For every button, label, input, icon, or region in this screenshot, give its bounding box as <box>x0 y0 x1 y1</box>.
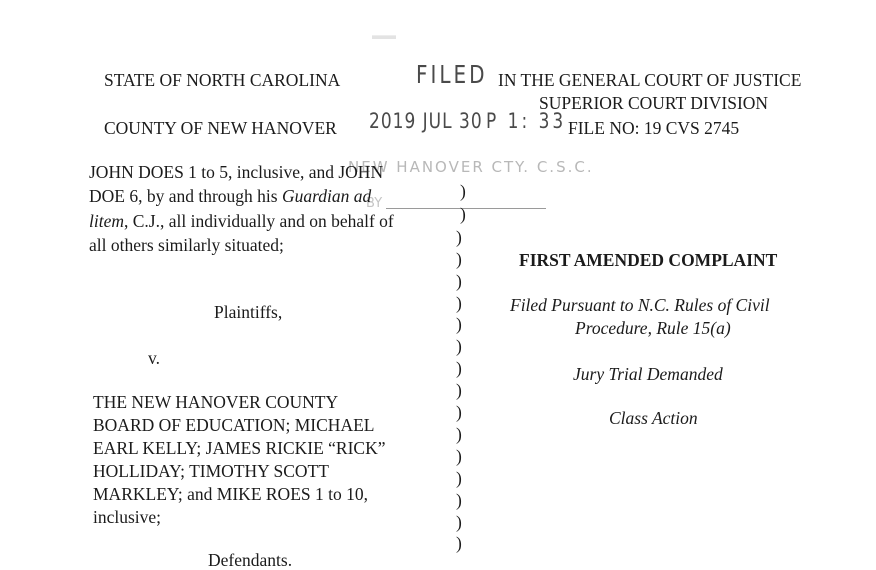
caption-parenthesis: ) <box>456 380 462 400</box>
stamp-by: BY <box>366 196 383 211</box>
caption-parenthesis: ) <box>460 181 466 201</box>
filed-stamp: FILED <box>416 59 488 89</box>
caption-parenthesis: ) <box>456 424 462 444</box>
caption-parenthesis: ) <box>456 402 462 422</box>
defendants-line-6: inclusive; <box>93 507 162 527</box>
filed-pursuant-line-1 <box>510 295 770 315</box>
caption-parenthesis: ) <box>456 512 462 532</box>
versus: v. <box>148 348 160 368</box>
filed-date-stamp: 2019 JUL 30 <box>369 109 483 134</box>
caption-parenthesis: ) <box>456 249 462 269</box>
class-action-text: Class Action <box>609 408 698 428</box>
plaintiffs-line-3-text: , C.J., all individually and on behalf of <box>124 211 394 231</box>
defendants-line-3: EARL KELLY; JAMES RICKIE “RICK” <box>93 438 386 458</box>
defendants-role: Defendants. <box>208 550 293 570</box>
filed-pursuant-text-2: Procedure, Rule 15(a) <box>575 318 731 338</box>
guardian-ad-text: Guardian ad <box>281 186 372 206</box>
stamp-signature-line <box>386 208 546 209</box>
filed-pursuant-line-2 <box>575 318 731 338</box>
file-number: FILE NO: 19 CVS 2745 <box>568 118 740 138</box>
document-title: FIRST AMENDED COMPLAINT <box>519 250 778 270</box>
plaintiffs-line-2-text: DOE 6, by and through his <box>89 186 282 206</box>
jury-trial-text: Jury Trial Demanded <box>573 364 723 384</box>
filed-time-stamp: P 1: 33 <box>486 109 567 134</box>
caption-parenthesis: ) <box>460 204 466 224</box>
caption-parenthesis: ) <box>456 336 462 356</box>
filed-pursuant-text-1: Filed Pursuant to N.C. Rules of Civil <box>510 295 770 315</box>
class-action <box>609 408 698 428</box>
scan-smudge: ▬▬ <box>372 28 396 42</box>
caption-parenthesis: ) <box>456 314 462 334</box>
caption-parenthesis: ) <box>456 533 462 553</box>
caption-parenthesis: ) <box>456 468 462 488</box>
plaintiffs-line-1: JOHN DOES 1 to 5, inclusive, and JOHN <box>89 162 384 182</box>
litem-text: litem <box>89 211 124 231</box>
clerk-office-stamp: NEW HANOVER CTY. C.S.C. <box>348 158 594 176</box>
plaintiffs-line-3 <box>89 211 394 231</box>
caption-parenthesis: ) <box>456 446 462 466</box>
state-heading: STATE OF NORTH CAROLINA <box>104 70 341 90</box>
defendants-line-4: HOLLIDAY; TIMOTHY SCOTT <box>93 461 329 481</box>
caption-parenthesis: ) <box>456 358 462 378</box>
plaintiffs-line-2 <box>89 186 371 206</box>
defendants-line-5: MARKLEY; and MIKE ROES 1 to 10, <box>93 484 368 504</box>
court-division: SUPERIOR COURT DIVISION <box>539 93 769 113</box>
defendants-line-2: BOARD OF EDUCATION; MICHAEL <box>93 415 375 435</box>
caption-parenthesis: ) <box>456 227 462 247</box>
court-heading: IN THE GENERAL COURT OF JUSTICE <box>498 70 802 90</box>
plaintiffs-line-4: all others similarly situated; <box>89 235 284 255</box>
plaintiffs-role: Plaintiffs, <box>214 302 283 322</box>
defendants-line-1: THE NEW HANOVER COUNTY <box>93 392 339 412</box>
caption-parenthesis: ) <box>456 271 462 291</box>
caption-parenthesis: ) <box>456 293 462 313</box>
caption-parenthesis: ) <box>456 490 462 510</box>
jury-trial-demanded <box>573 364 723 384</box>
county-heading: COUNTY OF NEW HANOVER <box>104 118 337 138</box>
